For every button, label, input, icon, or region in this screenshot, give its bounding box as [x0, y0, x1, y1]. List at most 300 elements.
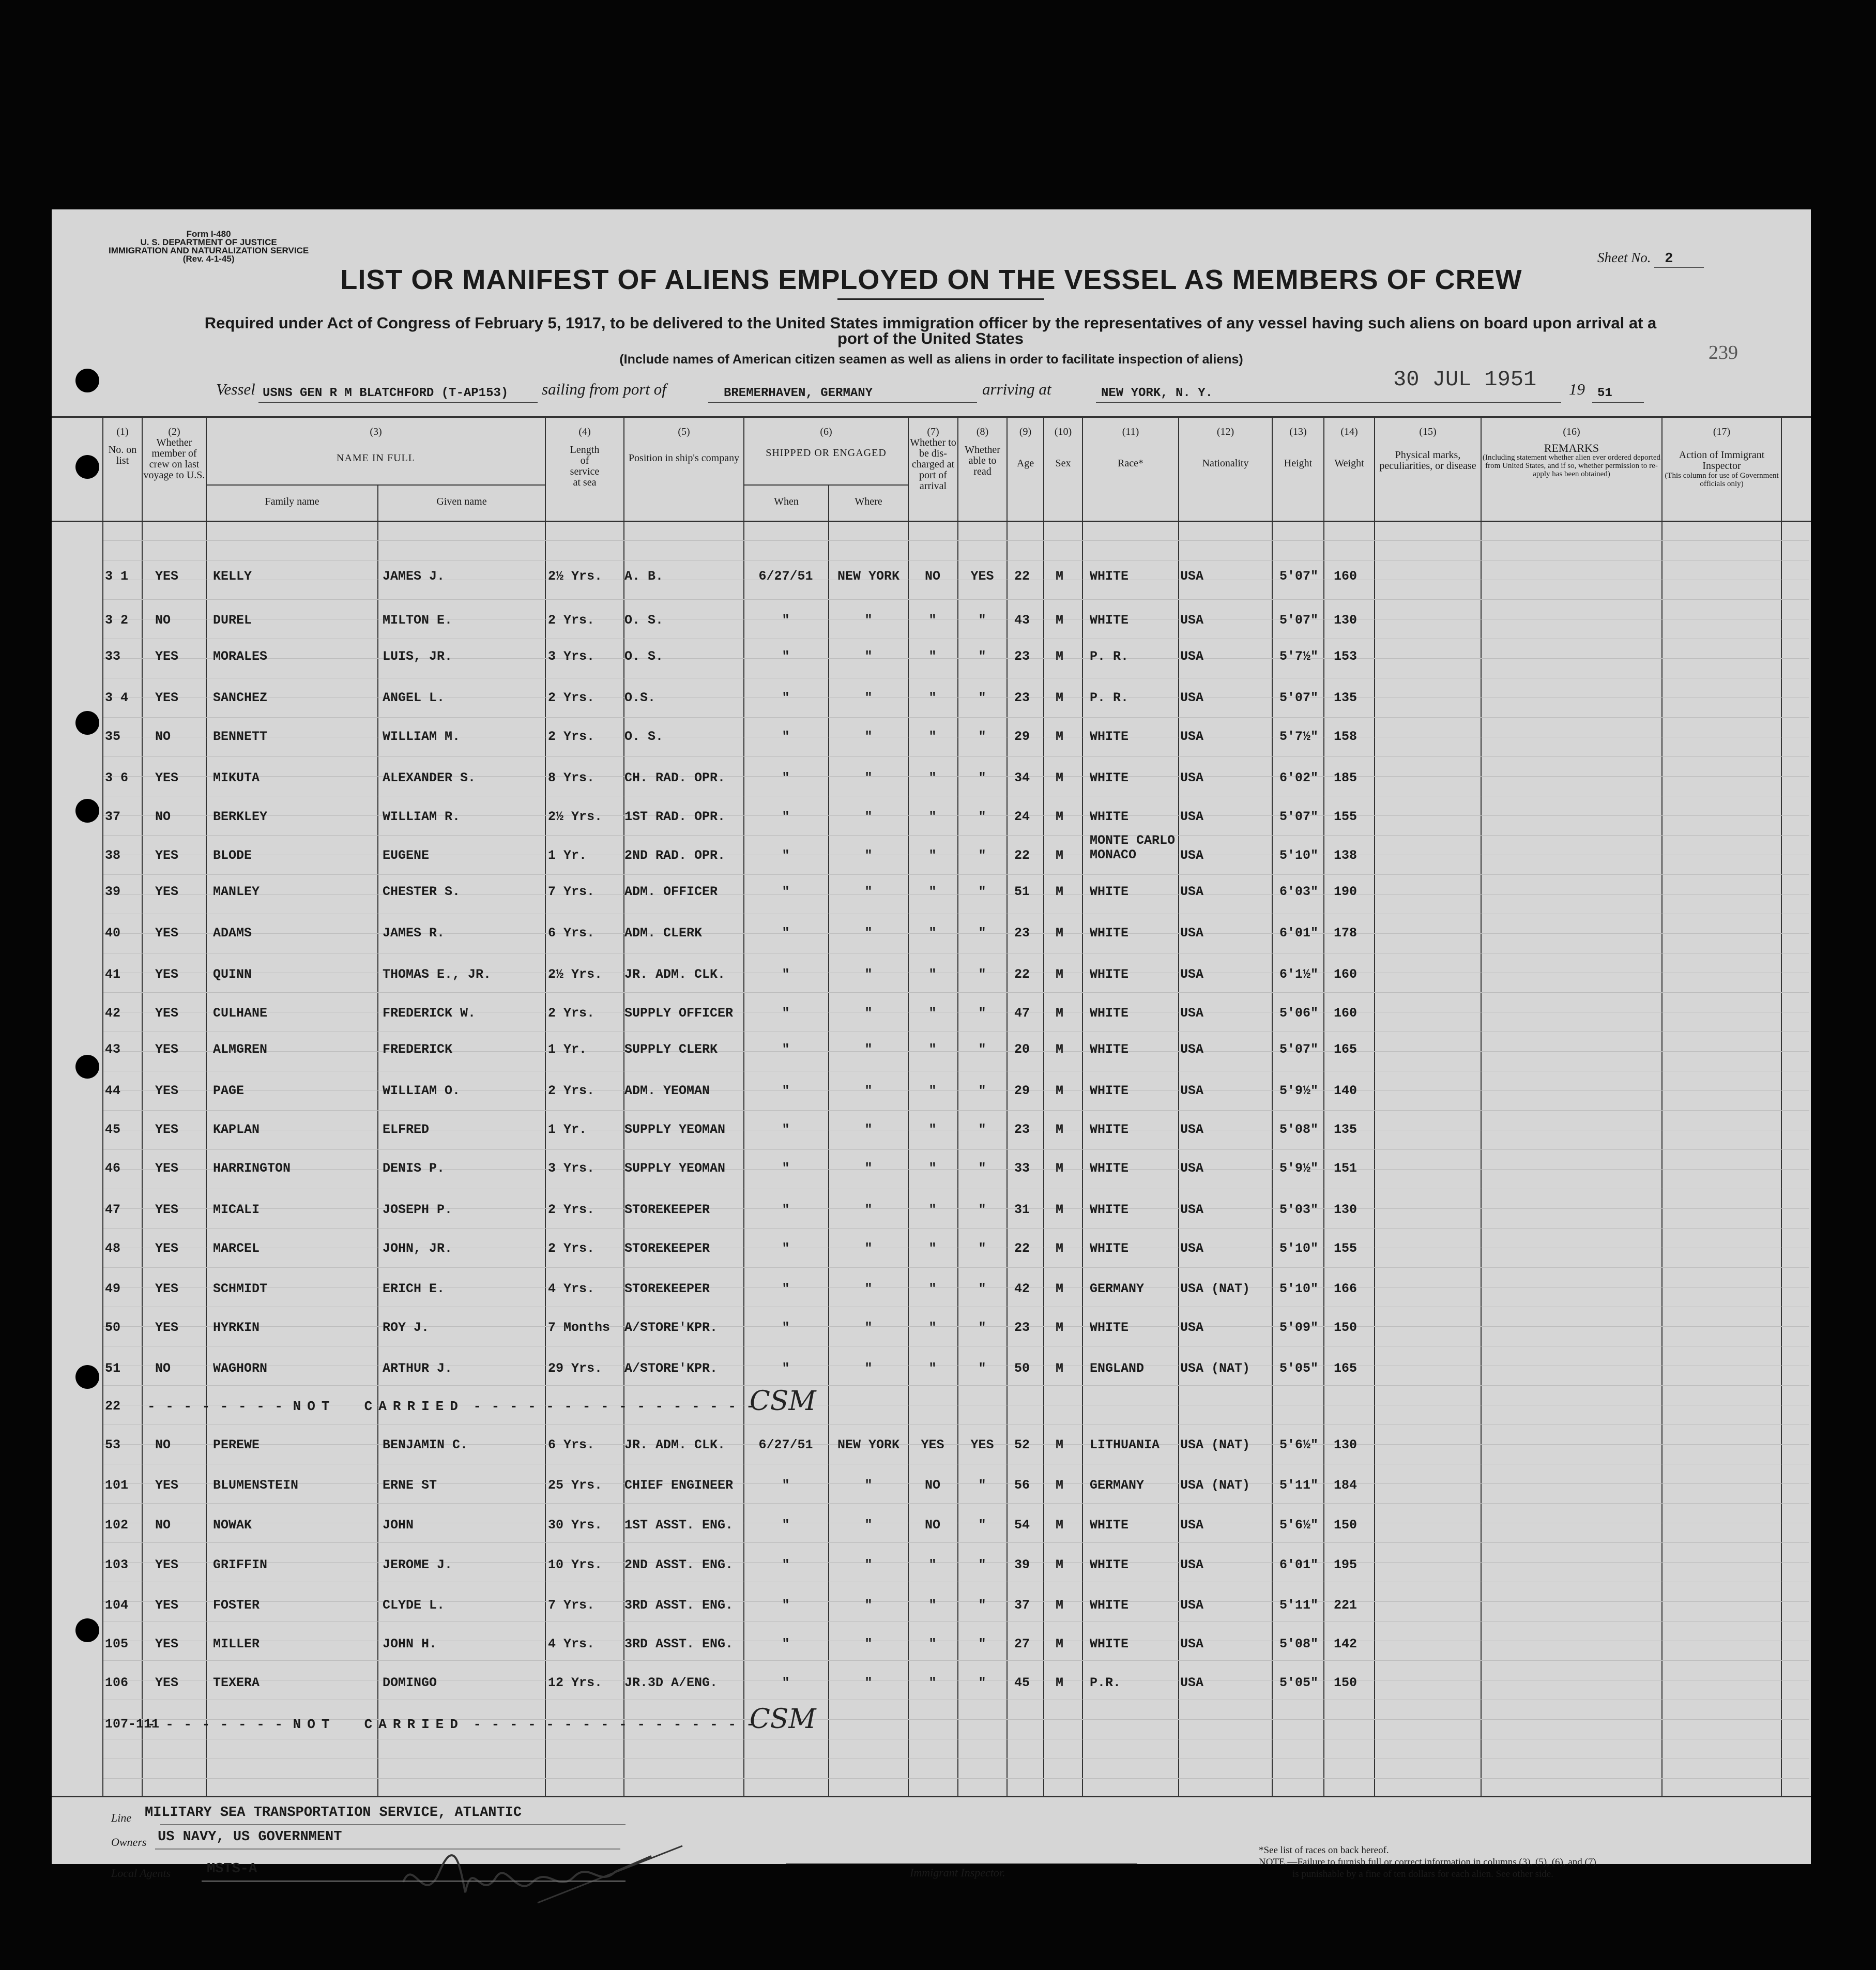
cell-read: " [978, 649, 986, 664]
cell-last: YES [155, 1122, 179, 1137]
col-num: (8) [976, 426, 989, 437]
sheet-no-label: Sheet No. [1597, 250, 1651, 265]
cell-discharged: " [928, 613, 937, 628]
ruled-line [103, 874, 1809, 875]
cell-no: 50 [105, 1320, 121, 1335]
vessel-label: Vessel [216, 380, 255, 398]
cell-weight: 130 [1334, 1202, 1358, 1217]
col-divider [1781, 416, 1782, 1797]
cell-race: GERMANY [1090, 1478, 1145, 1493]
cell-where: NEW YORK [837, 1437, 900, 1452]
cell-position: A/STORE'KPR. [624, 1320, 718, 1335]
col-divider [1323, 416, 1324, 1797]
cell-no: 102 [105, 1518, 129, 1533]
cell-where: " [864, 884, 873, 899]
cell-read: " [978, 613, 986, 628]
cell-last: YES [155, 569, 179, 584]
cell-nationality: USA (NAT) [1180, 1361, 1250, 1376]
cell-race: WHITE [1090, 1320, 1129, 1335]
cell-age: 56 [1014, 1478, 1030, 1493]
col-num: (12) [1216, 426, 1234, 437]
clerk-initials: CSM [750, 1704, 816, 1735]
cell-discharged: " [928, 770, 937, 785]
cell-weight: 158 [1334, 729, 1358, 744]
cell-last: YES [155, 690, 179, 705]
cell-sex: M [1056, 1557, 1064, 1572]
cell-where: " [864, 1281, 873, 1296]
cell-last: NO [155, 1518, 171, 1533]
sailing-label: sailing from port of [542, 380, 666, 398]
cell-height: 5'11" [1279, 1478, 1319, 1493]
cell-last: YES [155, 967, 179, 982]
cell-where: " [864, 1122, 873, 1137]
cell-service: 2 Yrs. [548, 1241, 595, 1256]
ruled-line [103, 1778, 1809, 1779]
title-underline [837, 298, 1044, 300]
cell-family: MILLER [213, 1636, 260, 1651]
cell-age: 27 [1014, 1636, 1030, 1651]
cell-age: 37 [1014, 1598, 1030, 1613]
cell-read: " [978, 967, 986, 982]
cell-discharged: " [928, 809, 937, 824]
cell-position: O. S. [624, 649, 664, 664]
cell-discharged: " [928, 1320, 937, 1335]
cell-race: WHITE [1090, 729, 1129, 744]
cell-weight: 165 [1334, 1042, 1358, 1057]
cell-read: " [978, 1202, 986, 1217]
cell-position: STOREKEEPER [624, 1202, 710, 1217]
cell-race: WHITE [1090, 613, 1129, 628]
cell-no: 3 6 [105, 770, 129, 785]
cell-position: O.S. [624, 690, 656, 705]
cell-no: 105 [105, 1636, 129, 1651]
cell-no: 47 [105, 1202, 121, 1217]
cell-position: ADM. CLERK [624, 926, 703, 941]
cell-where: " [864, 1320, 873, 1335]
line-label: Line [111, 1811, 132, 1824]
agents-underline [202, 1881, 626, 1882]
col-num: (16) [1563, 426, 1580, 437]
cell-where: " [864, 770, 873, 785]
cell-race: WHITE [1090, 1241, 1129, 1256]
cell-when: " [782, 967, 790, 982]
cell-position: SUPPLY OFFICER [624, 1006, 734, 1021]
col-num: (10) [1054, 426, 1072, 437]
cell-read: " [978, 848, 986, 863]
cell-given: JOHN, JR. [383, 1241, 453, 1256]
cell-family: BERKLEY [213, 809, 268, 824]
cell-age: 31 [1014, 1202, 1030, 1217]
form-header [109, 230, 309, 263]
cell-discharged: " [928, 1557, 937, 1572]
cell-discharged: " [928, 1202, 937, 1217]
binder-hole [75, 799, 99, 823]
cell-family: ADAMS [213, 926, 252, 941]
vessel-underline [258, 402, 538, 403]
cell-weight: 178 [1334, 926, 1358, 941]
cell-family: MORALES [213, 649, 268, 664]
cell-where: " [864, 1636, 873, 1651]
cell-discharged: " [928, 1161, 937, 1176]
cell-race: WHITE [1090, 884, 1129, 899]
cell-service: 7 Months [548, 1320, 611, 1335]
cell-family: MICALI [213, 1202, 260, 1217]
cell-age: 22 [1014, 967, 1030, 982]
cell-sex: M [1056, 848, 1064, 863]
ruled-line [103, 1228, 1809, 1229]
subtitle-note: (Include names of American citizen seamen as well as aliens in order to facilitate inspection of aliens) [619, 352, 1243, 367]
cell-age: 39 [1014, 1557, 1030, 1572]
cell-discharged: " [928, 1241, 937, 1256]
cell-age: 23 [1014, 926, 1030, 941]
cell-family: ALMGREN [213, 1042, 268, 1057]
cell-last: YES [155, 770, 179, 785]
cell-nationality: USA [1180, 1320, 1204, 1335]
cell-service: 2 Yrs. [548, 1083, 595, 1098]
cell-race: WHITE [1090, 1083, 1129, 1098]
cell-no: 103 [105, 1557, 129, 1572]
cell-read: " [978, 1636, 986, 1651]
cell-nationality: USA (NAT) [1180, 1281, 1250, 1296]
cell-race: WHITE [1090, 1518, 1129, 1533]
col-num: (1) [116, 426, 129, 437]
cell-service: 6 Yrs. [548, 1437, 595, 1452]
cell-where: " [864, 1557, 873, 1572]
ruled-line [103, 1660, 1809, 1661]
vessel-name: USNS GEN R M BLATCHFORD (T-AP153) [263, 386, 509, 400]
arrival-date-stamp: 30 JUL 1951 [1393, 367, 1537, 392]
cell-last: YES [155, 1202, 179, 1217]
ruled-line [103, 540, 1809, 541]
cell-height: 5'6½" [1279, 1518, 1319, 1533]
local-agents-label: Local Agents [111, 1867, 171, 1880]
cell-read: " [978, 1122, 986, 1137]
cell-height: 5'9½" [1279, 1083, 1319, 1098]
cell-discharged: NO [924, 569, 940, 584]
form-number: Form I-480 [186, 229, 231, 239]
cell-sex: M [1056, 1006, 1064, 1021]
immigrant-inspector-label: Immigrant Inspector. [910, 1866, 1005, 1879]
ruled-line [103, 1621, 1809, 1622]
cell-given: CHESTER S. [383, 884, 461, 899]
year-suffix: 51 [1597, 386, 1612, 400]
cell-given: LUIS, JR. [383, 649, 453, 664]
cell-when: " [782, 848, 790, 863]
cell-no: 35 [105, 729, 121, 744]
cell-discharged: " [928, 1636, 937, 1651]
cell-height: 6'1½" [1279, 967, 1319, 982]
cell-when: " [782, 1083, 790, 1098]
col-label: NAME IN FULL [337, 452, 415, 464]
cell-height: 5'05" [1279, 1361, 1319, 1376]
col-sublabel: (This column for use of Government officials only) [1665, 472, 1779, 488]
cell-height: 5'03" [1279, 1202, 1319, 1217]
cell-family: BENNETT [213, 729, 268, 744]
cell-given: DENIS P. [383, 1161, 445, 1176]
cell-sex: M [1056, 729, 1064, 744]
cell-where: " [864, 690, 873, 705]
cell-position: O. S. [624, 613, 664, 628]
cell-position: A/STORE'KPR. [624, 1361, 718, 1376]
cell-sex: M [1056, 770, 1064, 785]
binder-hole [75, 1365, 99, 1389]
cell-last: NO [155, 1437, 171, 1452]
col-label: Sex [1055, 458, 1071, 469]
ruled-line [103, 835, 1809, 836]
cell-race: LITHUANIA [1090, 1437, 1160, 1452]
binder-hole [75, 369, 99, 392]
cell-family: BLODE [213, 848, 252, 863]
cell-service: 6 Yrs. [548, 926, 595, 941]
family-name-header: Family name [265, 496, 319, 507]
cell-position: 2ND RAD. OPR. [624, 848, 726, 863]
cell-no: 51 [105, 1361, 121, 1376]
cell-nationality: USA [1180, 1006, 1204, 1021]
cell-weight: 140 [1334, 1083, 1358, 1098]
cell-service: 10 Yrs. [548, 1557, 603, 1572]
cell-last: YES [155, 1241, 179, 1256]
cell-family: MIKUTA [213, 770, 260, 785]
owners-underline [155, 1848, 620, 1850]
cell-position: 3RD ASST. ENG. [624, 1598, 734, 1613]
cell-read: " [978, 1320, 986, 1335]
cell-nationality: USA [1180, 729, 1204, 744]
cell-read: " [978, 1361, 986, 1376]
cell-weight: 185 [1334, 770, 1358, 785]
cell-service: 7 Yrs. [548, 884, 595, 899]
col-num: (4) [578, 426, 591, 437]
cell-race: WHITE [1090, 1636, 1129, 1651]
cell-read: " [978, 809, 986, 824]
cell-height: 6'02" [1279, 770, 1319, 785]
col-divider [1082, 416, 1083, 1797]
table-top-rule [52, 416, 1811, 418]
cell-discharged: " [928, 884, 937, 899]
ruled-line [103, 1149, 1809, 1150]
cell-age: 52 [1014, 1437, 1030, 1452]
cell-family: MARCEL [213, 1241, 260, 1256]
cell-age: 43 [1014, 613, 1030, 628]
cell-weight: 130 [1334, 1437, 1358, 1452]
cell-nationality: USA [1180, 1202, 1204, 1217]
cell-discharged: " [928, 1598, 937, 1613]
cell-sex: M [1056, 1083, 1064, 1098]
cell-age: 54 [1014, 1518, 1030, 1533]
cell-race: WHITE [1090, 1598, 1129, 1613]
col1-header [103, 427, 142, 466]
cell-no: 40 [105, 926, 121, 941]
cell-discharged: " [928, 729, 937, 744]
cell-weight: 155 [1334, 1241, 1358, 1256]
cell-service: 2½ Yrs. [548, 809, 603, 824]
cell-nationality: USA [1180, 1636, 1204, 1651]
cell-when: " [782, 649, 790, 664]
cell-last: YES [155, 1478, 179, 1493]
cell-discharged: YES [921, 1437, 944, 1452]
cell-discharged: " [928, 1675, 937, 1690]
cell-family: FOSTER [213, 1598, 260, 1613]
cell-position: SUPPLY YEOMAN [624, 1122, 726, 1137]
year-prefix: 19 [1569, 380, 1585, 398]
line-value: MILITARY SEA TRANSPORTATION SERVICE, ATLANTIC [145, 1805, 522, 1821]
cell-position: JR. ADM. CLK. [624, 967, 726, 982]
cell-where: NEW YORK [837, 569, 900, 584]
cell-age: 22 [1014, 569, 1030, 584]
cell-read: " [978, 770, 986, 785]
cell-weight: 135 [1334, 1122, 1358, 1137]
col-divider [1374, 416, 1375, 1797]
cell-family: PAGE [213, 1083, 245, 1098]
cell-where: " [864, 1202, 873, 1217]
cell-given: JEROME J. [383, 1557, 453, 1572]
cell-weight: 160 [1334, 569, 1358, 584]
cell-where: " [864, 1361, 873, 1376]
cell-race: WHITE [1090, 1006, 1129, 1021]
cell-height: 5'08" [1279, 1122, 1319, 1137]
col-label: Length of service at sea [570, 444, 600, 488]
col6-header [744, 427, 908, 459]
cell-when: " [782, 613, 790, 628]
cell-weight: 150 [1334, 1675, 1358, 1690]
cell-weight: 153 [1334, 649, 1358, 664]
cell-discharged: NO [924, 1478, 940, 1493]
cell-where: " [864, 926, 873, 941]
cell-race: P. R. [1090, 690, 1129, 705]
cell-given: CLYDE L. [383, 1598, 445, 1613]
cell-given: ROY J. [383, 1320, 430, 1335]
col-num: (9) [1019, 426, 1032, 437]
cell-when: " [782, 1675, 790, 1690]
cell-sex: M [1056, 884, 1064, 899]
binder-hole [75, 455, 99, 479]
col11-header [1083, 427, 1178, 469]
cell-service: 2 Yrs. [548, 690, 595, 705]
subtitle-line-1: Required under Act of Congress of February 5, 1917, to be delivered to the United States immigration officer by the representatives of any vessel having such aliens on board upon arrival at a [204, 314, 1657, 332]
cell-height: 6'03" [1279, 884, 1319, 899]
cell-no: 41 [105, 967, 121, 982]
cell-discharged: " [928, 1281, 937, 1296]
cell-height: 5'7½" [1279, 729, 1319, 744]
col-label: Weight [1334, 458, 1364, 469]
col8-header [958, 427, 1006, 477]
cell-service: 4 Yrs. [548, 1636, 595, 1651]
cell-given: WILLIAM M. [383, 729, 461, 744]
cell-nationality: USA [1180, 967, 1204, 982]
cell-service: 2 Yrs. [548, 729, 595, 744]
dash-filler: - - - - - - - - [147, 1399, 293, 1414]
cell-nationality: USA [1180, 649, 1204, 664]
cell-no: 43 [105, 1042, 121, 1057]
cell-where: " [864, 1006, 873, 1021]
cell-family: HARRINGTON [213, 1161, 291, 1176]
form-department: U. S. DEPARTMENT OF JUSTICE [140, 237, 277, 247]
cell-last: YES [155, 1161, 179, 1176]
cell-age: 22 [1014, 848, 1030, 863]
cell-service: 2½ Yrs. [548, 569, 603, 584]
cell-height: 6'01" [1279, 926, 1319, 941]
cell-family: CULHANE [213, 1006, 268, 1021]
cell-no: 39 [105, 884, 121, 899]
cell-given: JAMES J. [383, 569, 445, 584]
col-num: (3) [370, 426, 382, 437]
shipped-subheader-rule [743, 484, 909, 486]
cell-weight: 135 [1334, 690, 1358, 705]
cell-when: " [782, 926, 790, 941]
cell-service: 25 Yrs. [548, 1478, 603, 1493]
cell-position: SUPPLY CLERK [624, 1042, 718, 1057]
cell-given: MILTON E. [383, 613, 453, 628]
inspector-underline [786, 1863, 1137, 1864]
cell-sex: M [1056, 1320, 1064, 1335]
ruled-line [103, 1110, 1809, 1111]
col-num: (13) [1289, 426, 1307, 437]
cell-height: 5'07" [1279, 1042, 1319, 1057]
cell-family: KAPLAN [213, 1122, 260, 1137]
col-label: REMARKS [1544, 442, 1599, 454]
cell-no: 53 [105, 1437, 121, 1452]
sheet-no-value: 2 [1654, 251, 1704, 268]
cell-weight: 150 [1334, 1320, 1358, 1335]
local-agents-value: MSTS-A [207, 1861, 257, 1877]
cell-discharged: " [928, 1122, 937, 1137]
form-revision: (Rev. 4-1-45) [182, 254, 235, 264]
col-divider [1178, 416, 1179, 1797]
col-label: Physical marks, peculiarities, or disease [1379, 449, 1476, 472]
table-bottom-rule [52, 1796, 1811, 1797]
cell-where: " [864, 809, 873, 824]
cell-sex: M [1056, 809, 1064, 824]
cell-read: " [978, 729, 986, 744]
cell-last: YES [155, 1636, 179, 1651]
cell-last: YES [155, 1006, 179, 1021]
cell-position: JR.3D A/ENG. [624, 1675, 718, 1690]
cell-race: GERMANY [1090, 1281, 1145, 1296]
cell-no: 38 [105, 848, 121, 863]
cell-service: 8 Yrs. [548, 770, 595, 785]
cell-position: A. B. [624, 569, 664, 584]
arrival-underline [1096, 402, 1396, 403]
cell-sex: M [1056, 1437, 1064, 1452]
ruled-line [103, 599, 1809, 600]
col-divider [545, 416, 546, 1797]
cell-age: 50 [1014, 1361, 1030, 1376]
cell-height: 5'05" [1279, 1675, 1319, 1690]
footnote-penalty-2: is punishable by a fine of ten dollars for each alien. See other side. [1292, 1869, 1553, 1880]
cell-sex: M [1056, 926, 1064, 941]
cell-given: DOMINGO [383, 1675, 437, 1690]
cell-last: NO [155, 1361, 171, 1376]
shipped-when-header: When [774, 496, 799, 507]
ruled-line [103, 756, 1809, 757]
cell-when: " [782, 1636, 790, 1651]
cell-discharged: " [928, 967, 937, 982]
col14-header [1324, 427, 1374, 469]
cell-nationality: USA [1180, 690, 1204, 705]
cell-family: KELLY [213, 569, 252, 584]
cell-family: SANCHEZ [213, 690, 268, 705]
col5-header [624, 427, 743, 464]
col-label: No. on list [108, 444, 137, 466]
cell-height: 6'01" [1279, 1557, 1319, 1572]
cell-service: 7 Yrs. [548, 1598, 595, 1613]
binder-hole [75, 1055, 99, 1079]
cell-age: 33 [1014, 1161, 1030, 1176]
col-label: Whether member of crew on last voyage to U.S. [143, 437, 205, 481]
cell-where: " [864, 729, 873, 744]
cell-position: 1ST RAD. OPR. [624, 809, 726, 824]
cell-height: 5'11" [1279, 1598, 1319, 1613]
cell-nationality: USA [1180, 926, 1204, 941]
